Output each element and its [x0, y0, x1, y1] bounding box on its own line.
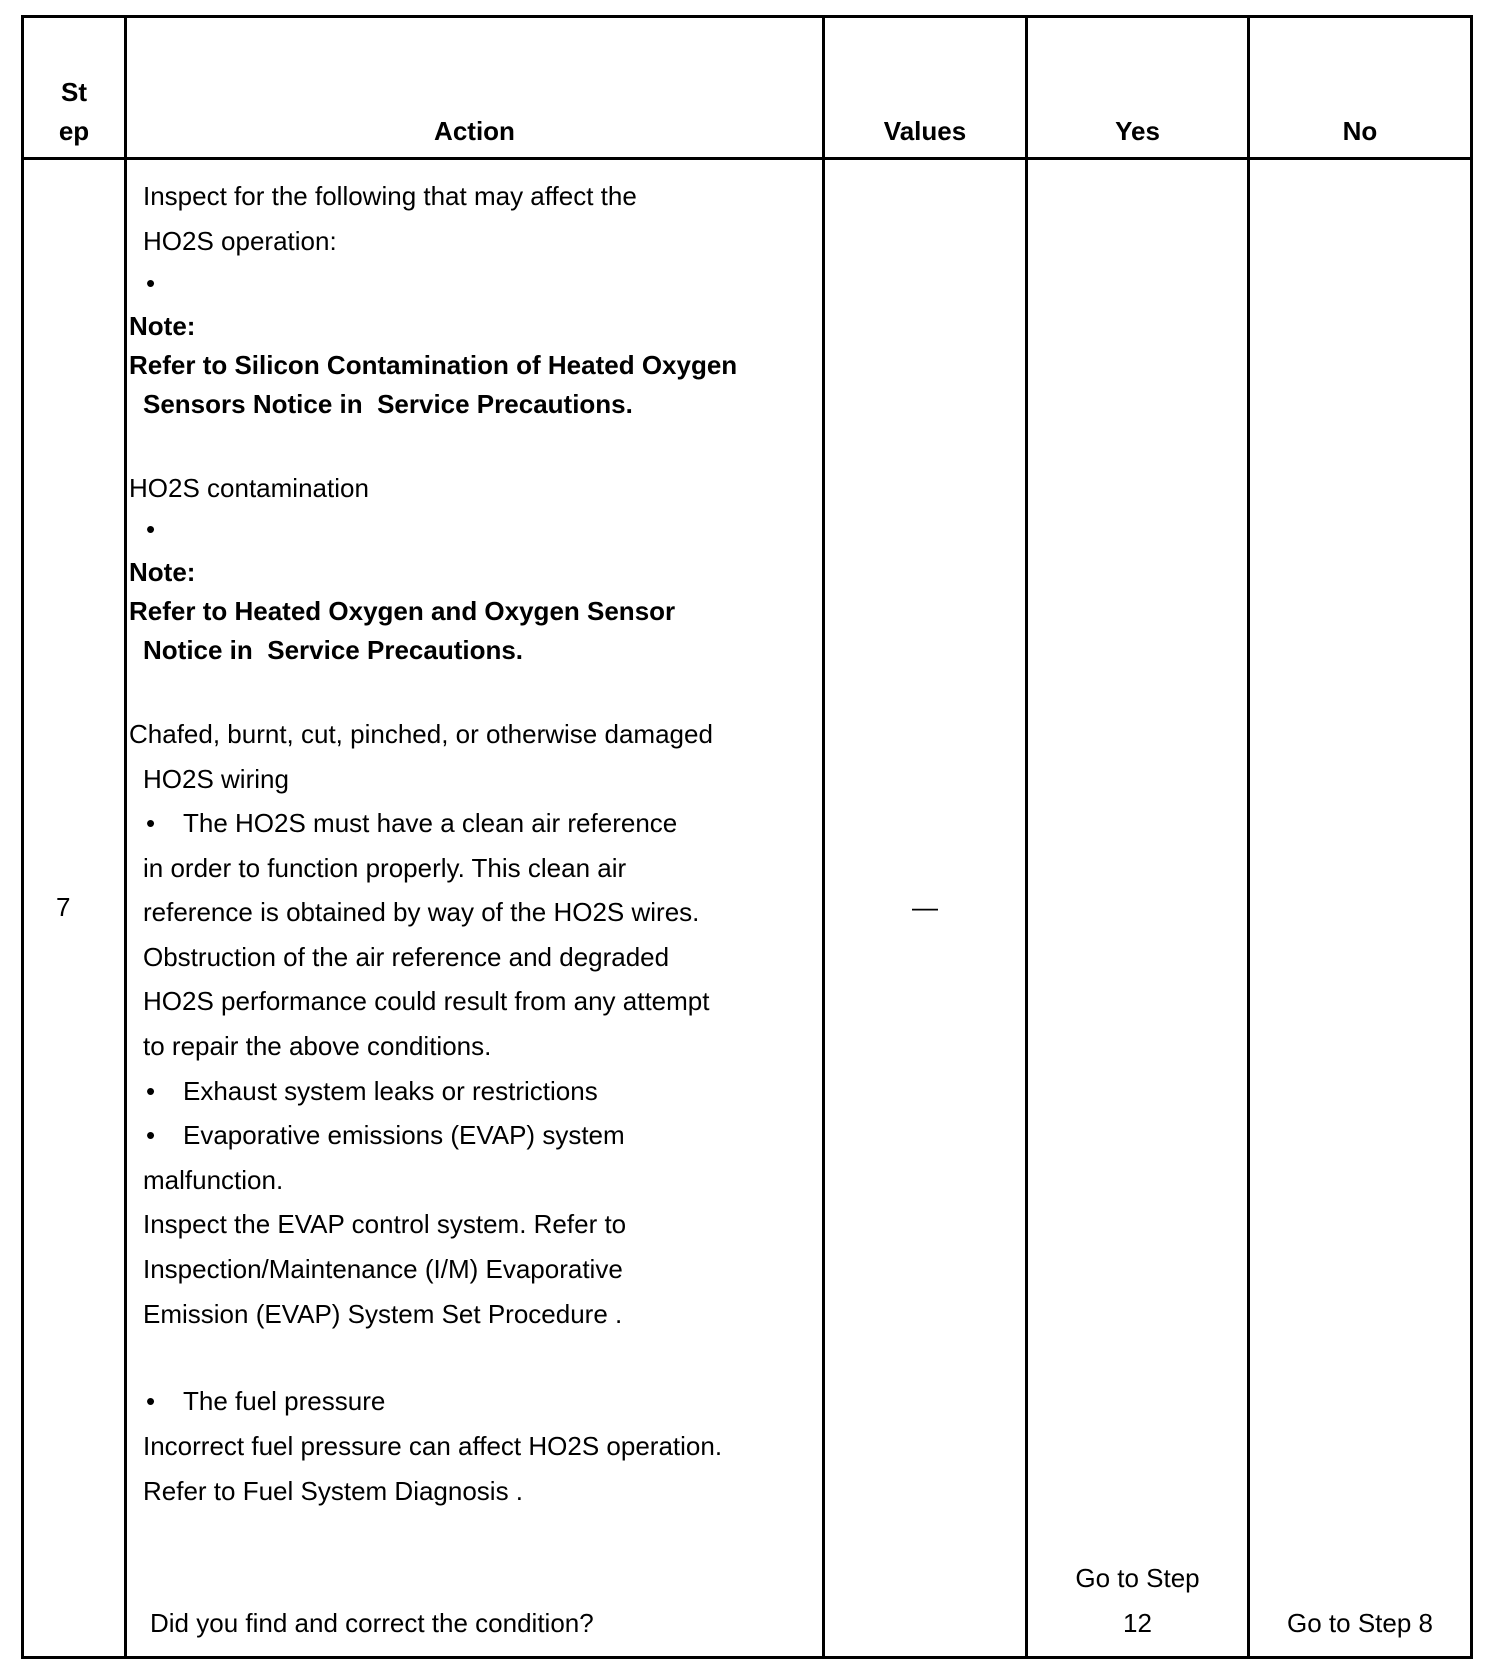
table-border-bottom	[21, 1656, 1473, 1659]
table-border-left	[21, 15, 24, 1659]
action-item-fuel: The fuel pressure	[183, 1386, 386, 1416]
header-step-line2: ep	[58, 116, 90, 146]
values-cell: —	[912, 892, 938, 922]
action-item-wiring-line1: Chafed, burnt, cut, pinched, or otherwise damaged	[129, 719, 713, 749]
action-question: Did you find and correct the condition?	[150, 1608, 594, 1638]
evap-reference-line1: Inspect the EVAP control system. Refer to	[143, 1209, 627, 1239]
yes-line1: Go to Step	[1075, 1563, 1200, 1593]
action-item-contamination: HO2S contamination	[129, 473, 369, 503]
column-divider-step	[124, 15, 127, 1659]
yes-line2: 12	[1123, 1608, 1152, 1638]
column-divider-values	[1025, 15, 1028, 1659]
no-cell: Go to Step 8	[1287, 1608, 1433, 1638]
column-divider-action	[822, 15, 825, 1659]
action-item-evap-line1: Evaporative emissions (EVAP) system	[183, 1120, 625, 1150]
header-values: Values	[883, 116, 967, 146]
column-divider-yes	[1247, 15, 1250, 1659]
evap-reference-line2: Inspection/Maintenance (I/M) Evaporative	[143, 1254, 623, 1284]
bullet: •	[146, 268, 156, 298]
note-text-line2: Notice in Service Precautions.	[143, 635, 524, 665]
note-text-line1: Refer to Heated Oxygen and Oxygen Sensor	[129, 596, 676, 626]
step-number: 7	[56, 892, 71, 922]
table-border-right	[1470, 15, 1473, 1659]
note-label: Note:	[129, 557, 196, 587]
clean-air-line2: in order to function properly. This clean air	[143, 853, 627, 883]
header-yes: Yes	[1115, 116, 1160, 146]
action-item-evap-line2: malfunction.	[143, 1165, 284, 1195]
note-label: Note:	[129, 311, 196, 341]
action-intro-line1: Inspect for the following that may affect the	[143, 181, 637, 211]
action-item-exhaust: Exhaust system leaks or restrictions	[183, 1076, 598, 1106]
bullet: •	[146, 1120, 156, 1150]
clean-air-line4: Obstruction of the air reference and degraded	[143, 942, 670, 972]
action-item-wiring-line2: HO2S wiring	[143, 764, 289, 794]
bullet: •	[146, 808, 156, 838]
clean-air-line6: to repair the above conditions.	[143, 1031, 492, 1061]
header-action: Action	[434, 116, 515, 146]
clean-air-line3: reference is obtained by way of the HO2S wires.	[143, 897, 700, 927]
clean-air-line1: The HO2S must have a clean air reference	[183, 808, 678, 838]
fuel-reference-line1: Incorrect fuel pressure can affect HO2S operation.	[143, 1431, 723, 1461]
header-step-line1: St	[61, 77, 87, 107]
bullet: •	[146, 1076, 156, 1106]
header-divider	[21, 157, 1473, 160]
action-intro-line2: HO2S operation:	[143, 226, 337, 256]
fuel-reference-line2: Refer to Fuel System Diagnosis .	[143, 1476, 524, 1506]
clean-air-line5: HO2S performance could result from any attempt	[143, 986, 710, 1016]
note-text-line2: Sensors Notice in Service Precautions.	[143, 389, 633, 419]
bullet: •	[146, 514, 156, 544]
header-no: No	[1342, 116, 1378, 146]
evap-reference-line3: Emission (EVAP) System Set Procedure .	[143, 1299, 623, 1329]
note-text-line1: Refer to Silicon Contamination of Heated Oxygen	[129, 350, 738, 380]
table-border-top	[21, 15, 1473, 18]
bullet: •	[146, 1386, 156, 1416]
